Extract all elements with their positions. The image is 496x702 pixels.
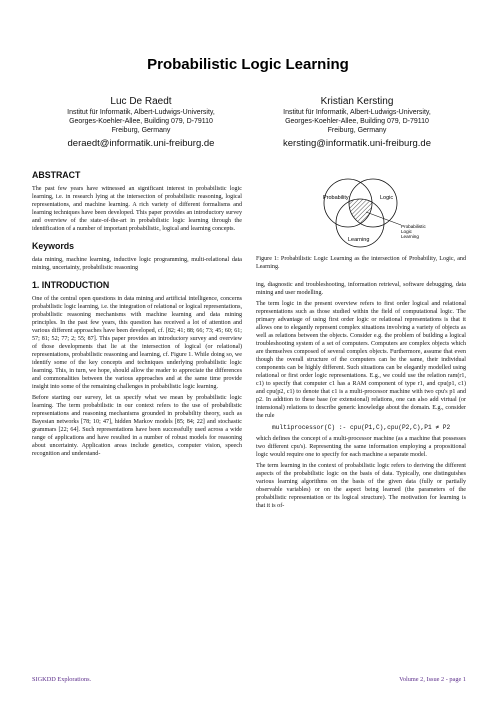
pll-label-line: Logic [401, 229, 412, 234]
right-paragraph-1: ing, diagnostic and troubleshooting, information retrieval, software debugging, data mining and user modelling. [256, 282, 466, 296]
logic-label: Logic [380, 195, 394, 201]
author-block-2 [252, 96, 462, 150]
right-paragraph-3: which defines the concept of a multi-processor machine (as a machine that possesses two different cpu's). Representing the same information employing a propositional logic would require one to specify for each machine a separate model. [256, 436, 466, 458]
learning-label: Learning [348, 237, 370, 243]
intro-paragraph-1: One of the central open questions in data mining and artificial intelligence, concerns probabilistic logic learning, i.e. the integration of relational or logical representations, probabilistic reasoning mechanisms with machine learning and data mining principles. In the past few years, this question has received a lot of attention and various different approaches have been developed, cf. [82; 41; 88; 66; 73; 45; 60; 61; 57; 81; 52; 77; 2; 55; 87]. This paper provides an introductory survey and overview of those developments that lie at the intersection of logical (or relational) representations, probabilistic reasoning and learning, cf. Figure 1. While doing so, we identify some of the key concepts and techniques underlying probabilistic logic learning. This, in turn, we hope, should allow the reader to appreciate the differences and commonalities between the various approaches and at the same time provide insight into some of the remaining challenges in probabilistic logic learning. [32, 296, 242, 390]
author-affiliation-line: Freiburg, Germany [111, 127, 171, 134]
right-column [256, 170, 466, 513]
left-column [32, 170, 242, 461]
intro-paragraph-2: Before starting our survey, let us specify what we mean by probabilistic logic learning. The term probabilistic in our context refers to the use of probabilistic representations and reasoning mechanisms grounded in probability theory, such as Bayesian networks [78; 10; 47], hidden Markov models [85; 84; 22] and stochastic grammars [22; 64]. Such representations have been successfully used across a wide range of applications and have resulted in a number of robust models for reasoning about uncertainty. Application areas include genetics, computer vision, speech recognition and understand- [32, 395, 242, 457]
abstract-heading: ABSTRACT [32, 170, 81, 180]
footer-page-info: Volume 2, Issue 2 - page 1 [399, 676, 466, 683]
pll-label-line: Learning [401, 234, 419, 239]
author-email: kersting@informatik.uni-freiburg.de [283, 138, 431, 149]
figure-caption: Figure 1: Probabilistic Logic Learning as the intersection of Probability, Logic, and Learning. [256, 256, 466, 270]
author-affiliation-line: Georges-Koehler-Allee, Building 079, D-79110 [285, 118, 429, 125]
right-paragraph-2: The term logic in the present overview refers to first order logical and relational representations such as those studied within the field of computational logic. The primary advantage of using first order logic or relational representations is that it allows one to elegantly represent complex situations involving a variety of objects as well as relations between the objects. Consider e.g. the problem of building a logical troubleshooting system of a set of computers. Computers are complex objects which are themselves composed of several complex objects. Furthermore, assume that even though the overall structure of the computers can be the same, their individual components can be highly different. Such situations can be elegantly modelled using relational or first order logic representations. E.g., we could use the relation ram(r1, c1) to specify that computer c1 has a RAM component of type r1, and cpu(p1, c1) and cpu(p2, c1) to denote that c1 is a multi-processor machine with two cpu's p1 and p2. In addition to these base (or extensional) relations, one can also add virtual (or intensional) relations to describe generic knowledge about the domain. E.g., consider the rule [256, 301, 466, 419]
introduction-heading: 1. INTRODUCTION [32, 280, 110, 290]
author-name: Luc De Raedt [110, 96, 172, 107]
pointer-line [366, 212, 401, 225]
author-affiliation-line: Georges-Koehler-Allee, Building 079, D-79110 [69, 118, 213, 125]
keywords-heading: Keywords [32, 241, 75, 251]
keywords-text: data mining, machine learning, inductive logic programming, multi-relational data mining, uncertainty, probabilistic reasoning [32, 257, 242, 271]
abstract-text: The past few years have witnessed an significant interest in probabilistic logic learning, i.e. in research lying at the intersection of probabilistic reasoning, logical representations, and machine learning. A rich variety of different formalisms and learning techniques have been developed. This paper provides an introductory survey and overview of the state-of-the-art in probabilistic logic learning through the identification of a number of important probabilistic, logical and learning concepts. [32, 186, 242, 232]
author-name: Kristian Kersting [320, 96, 394, 107]
paper-title: Probabilistic Logic Learning [147, 56, 349, 73]
pll-label-line: Probabilistic [401, 224, 426, 229]
author-block-1 [36, 96, 246, 150]
page-footer [32, 676, 466, 683]
footer-venue: SIGKDD Explorations. [32, 676, 92, 683]
author-affiliation-line: Freiburg, Germany [327, 127, 387, 134]
author-affiliation-line: Institut für Informatik, Albert-Ludwigs-University, [283, 109, 431, 116]
right-paragraph-4: The term learning in the context of probabilistic logic refers to deriving the different aspects of the probabilistic logic on the basis of data. Typically, one distinguishes various learning algorithms on the basis of the given data (fully or partially observable variables) or on the aspect being learned (the parameters of the probabilistic representation or its logical structure). The motivation for learning is that it is of- [256, 463, 466, 509]
author-email: deraedt@informatik.uni-freiburg.de [67, 138, 215, 149]
probability-label: Probability [323, 195, 349, 201]
author-affiliation-line: Institut für Informatik, Albert-Ludwigs-University, [67, 109, 215, 116]
venn-diagram-figure [256, 170, 466, 248]
code-rule: multiprocessor(C) :- cpu(P1,C),cpu(P2,C),P1 ≠ P2 [272, 424, 451, 431]
